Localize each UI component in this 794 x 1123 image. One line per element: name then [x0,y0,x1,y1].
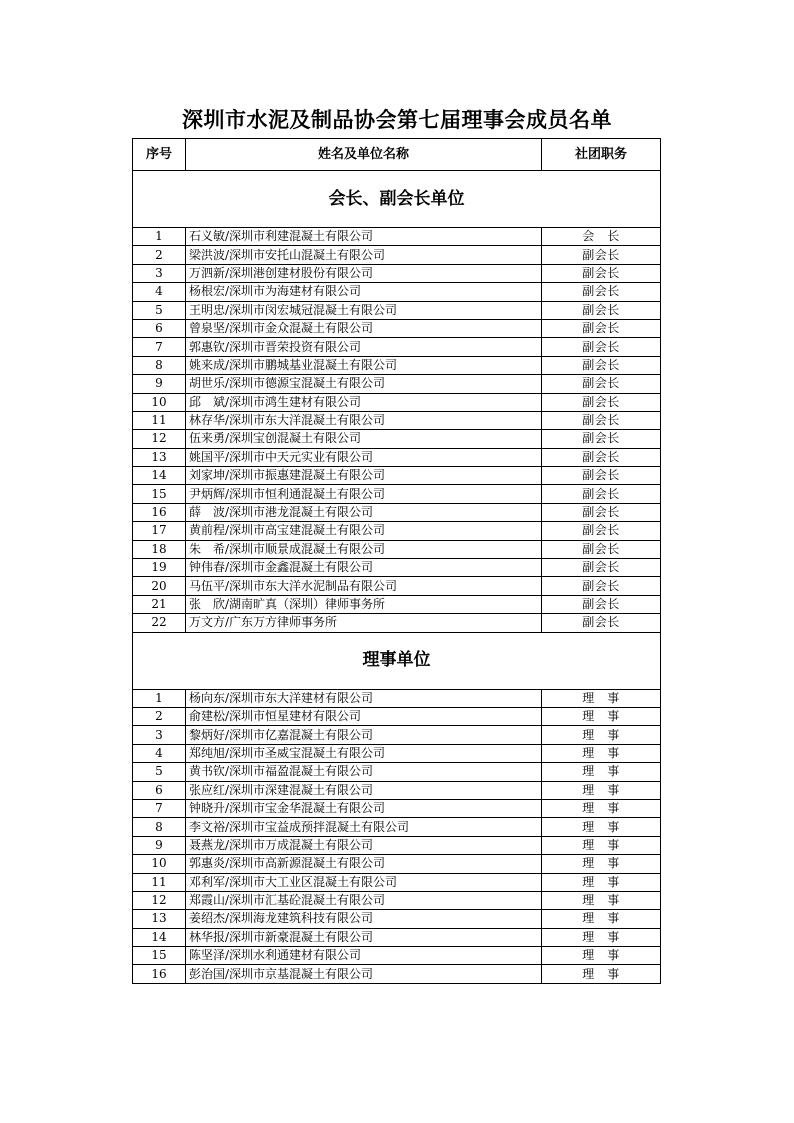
row-number: 5 [133,301,186,319]
member-name: 马伍平/深圳市东大洋水泥制品有限公司 [186,577,542,595]
row-number: 15 [133,485,186,503]
table-row [133,947,661,965]
member-name: 张 欣/湖南旷真（深圳）律师事务所 [186,595,542,613]
member-name: 杨向东/深圳市东大洋建材有限公司 [186,689,542,707]
row-number: 11 [133,873,186,891]
table-row [133,855,661,873]
table-row [133,283,661,301]
table-row [133,689,661,707]
member-role: 副会长 [542,264,661,282]
member-role: 理 事 [542,965,661,983]
table-row [133,928,661,946]
section-heading-row [133,632,661,689]
row-number: 21 [133,595,186,613]
row-number: 1 [133,228,186,246]
member-name: 曾泉坚/深圳市金众混凝土有限公司 [186,319,542,337]
header-no: 序号 [133,139,186,171]
row-number: 20 [133,577,186,595]
row-number: 18 [133,540,186,558]
member-role: 理 事 [542,763,661,781]
member-role: 副会长 [542,559,661,577]
member-name: 郑霞山/深圳市汇基砼混凝土有限公司 [186,891,542,909]
member-name: 胡世乐/深圳市德源宝混凝土有限公司 [186,375,542,393]
table-row [133,264,661,282]
member-name: 姚国平/深圳市中天元实业有限公司 [186,448,542,466]
table-row [133,485,661,503]
member-role: 副会长 [542,411,661,429]
row-number: 4 [133,744,186,762]
member-role: 副会长 [542,393,661,411]
table-row [133,338,661,356]
member-role: 副会长 [542,301,661,319]
member-name: 梁洪波/深圳市安托山混凝土有限公司 [186,246,542,264]
row-number: 13 [133,448,186,466]
member-name: 陈坚泽/深圳水利通建材有限公司 [186,947,542,965]
row-number: 12 [133,430,186,448]
member-name: 钟伟春/深圳市金鑫混凝土有限公司 [186,559,542,577]
document-title: 深圳市水泥及制品协会第七届理事会成员名单 [182,108,612,132]
table-row [133,301,661,319]
table-row [133,375,661,393]
member-name: 万文方/广东万方律师事务所 [186,614,542,632]
member-role: 理 事 [542,891,661,909]
member-role: 理 事 [542,928,661,946]
member-name: 林华报/深圳市新豪混凝土有限公司 [186,928,542,946]
row-number: 7 [133,799,186,817]
member-role: 副会长 [542,503,661,521]
member-name: 邱 斌/深圳市鸿生建材有限公司 [186,393,542,411]
member-role: 理 事 [542,836,661,854]
member-role: 副会长 [542,485,661,503]
header-role: 社团职务 [542,139,661,171]
table-row [133,430,661,448]
table-row [133,744,661,762]
row-number: 19 [133,559,186,577]
member-name: 杨根宏/深圳市为海建材有限公司 [186,283,542,301]
member-role: 理 事 [542,799,661,817]
table-row [133,503,661,521]
member-role: 理 事 [542,873,661,891]
member-name: 钟晓升/深圳市宝金华混凝土有限公司 [186,799,542,817]
member-role: 副会长 [542,283,661,301]
table-row [133,577,661,595]
header-row [133,139,661,171]
table-row [133,228,661,246]
member-name: 林存华/深圳市东大洋混凝土有限公司 [186,411,542,429]
table-body [133,171,661,984]
table-row [133,595,661,613]
member-name: 伍来勇/深圳宝创混凝土有限公司 [186,430,542,448]
member-name: 黄前程/深圳市高宝建混凝土有限公司 [186,522,542,540]
row-number: 2 [133,246,186,264]
member-role: 理 事 [542,781,661,799]
member-name: 王明忠/深圳市闵宏城冠混凝土有限公司 [186,301,542,319]
row-number: 4 [133,283,186,301]
table-row [133,965,661,983]
table-row [133,319,661,337]
row-number: 9 [133,836,186,854]
member-role: 副会长 [542,375,661,393]
member-name: 郭惠钦/深圳市晋荣投资有限公司 [186,338,542,356]
member-name: 刘家坤/深圳市振惠建混凝土有限公司 [186,467,542,485]
member-role: 理 事 [542,855,661,873]
table-row [133,781,661,799]
member-name: 郭惠炎/深圳市高新源混凝土有限公司 [186,855,542,873]
member-name: 黎炳好/深圳市亿嘉混凝土有限公司 [186,726,542,744]
member-name: 姜绍杰/深圳海龙建筑科技有限公司 [186,910,542,928]
member-role: 副会长 [542,577,661,595]
header-name: 姓名及单位名称 [186,139,542,171]
member-name: 薛 波/深圳市港龙混凝土有限公司 [186,503,542,521]
row-number: 9 [133,375,186,393]
member-role: 副会长 [542,467,661,485]
table-row [133,411,661,429]
member-name: 李文裕/深圳市宝益成预拌混凝土有限公司 [186,818,542,836]
member-role: 理 事 [542,744,661,762]
member-role: 副会长 [542,430,661,448]
member-role: 理 事 [542,818,661,836]
member-role: 副会长 [542,319,661,337]
member-role: 副会长 [542,246,661,264]
member-name: 黄书钦/深圳市福盈混凝土有限公司 [186,763,542,781]
table-row [133,726,661,744]
row-number: 10 [133,855,186,873]
table-row [133,522,661,540]
member-name: 聂燕龙/深圳市万成混凝土有限公司 [186,836,542,854]
table-row [133,393,661,411]
row-number: 11 [133,411,186,429]
member-role: 理 事 [542,910,661,928]
table-row [133,614,661,632]
row-number: 16 [133,503,186,521]
member-name: 彭治国/深圳市京基混凝土有限公司 [186,965,542,983]
table-row [133,891,661,909]
row-number: 17 [133,522,186,540]
table-row [133,559,661,577]
row-number: 14 [133,928,186,946]
table-row [133,763,661,781]
row-number: 5 [133,763,186,781]
member-role: 副会长 [542,448,661,466]
row-number: 10 [133,393,186,411]
member-name: 万泗新/深圳港创建材股份有限公司 [186,264,542,282]
member-role: 理 事 [542,689,661,707]
row-number: 15 [133,947,186,965]
member-name: 尹炳辉/深圳市恒利通混凝土有限公司 [186,485,542,503]
member-role: 理 事 [542,726,661,744]
row-number: 8 [133,818,186,836]
row-number: 16 [133,965,186,983]
member-name: 姚来成/深圳市鹏城基业混凝土有限公司 [186,356,542,374]
member-role: 副会长 [542,614,661,632]
table-row [133,799,661,817]
table-row [133,356,661,374]
member-role: 理 事 [542,707,661,725]
table-row [133,540,661,558]
table-row [133,707,661,725]
row-number: 12 [133,891,186,909]
member-role: 副会长 [542,522,661,540]
row-number: 7 [133,338,186,356]
member-name: 石义敏/深圳市利建混凝土有限公司 [186,228,542,246]
row-number: 2 [133,707,186,725]
member-role: 副会长 [542,540,661,558]
table-row [133,873,661,891]
section-heading-row [133,171,661,228]
member-role: 副会长 [542,356,661,374]
table-row [133,246,661,264]
row-number: 22 [133,614,186,632]
member-table [132,138,661,984]
row-number: 6 [133,319,186,337]
table-row [133,467,661,485]
section-heading: 理事单位 [133,632,661,689]
member-name: 俞建松/深圳市恒星建材有限公司 [186,707,542,725]
row-number: 8 [133,356,186,374]
member-name: 郑纯旭/深圳市圣威宝混凝土有限公司 [186,744,542,762]
member-name: 邓利军/深圳市大工业区混凝土有限公司 [186,873,542,891]
table-row [133,910,661,928]
member-role: 副会长 [542,338,661,356]
row-number: 13 [133,910,186,928]
row-number: 14 [133,467,186,485]
table-row [133,448,661,466]
member-name: 张应红/深圳市深建混凝土有限公司 [186,781,542,799]
table-row [133,836,661,854]
member-role: 理 事 [542,947,661,965]
section-heading: 会长、副会长单位 [133,171,661,228]
row-number: 1 [133,689,186,707]
member-role: 会 长 [542,228,661,246]
member-role: 副会长 [542,595,661,613]
row-number: 3 [133,726,186,744]
member-name: 朱 希/深圳市顺景成混凝土有限公司 [186,540,542,558]
row-number: 3 [133,264,186,282]
table-row [133,818,661,836]
row-number: 6 [133,781,186,799]
